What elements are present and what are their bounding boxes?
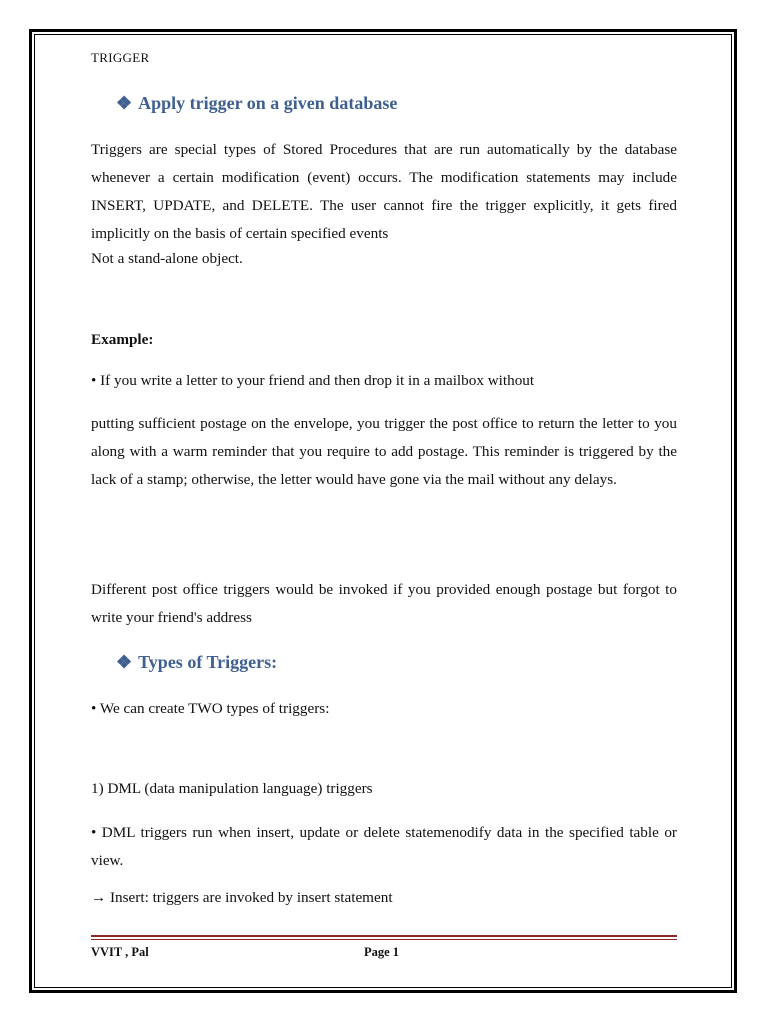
heading-text: Apply trigger on a given database [138,93,398,113]
section-heading-types [116,652,277,673]
example-label: Example: [91,331,154,348]
diamond-bullet-icon: ❖ [116,93,133,113]
types-intro: • We can create TWO types of triggers: [91,700,330,717]
heading-text: Types of Triggers: [138,652,278,672]
diamond-bullet-icon: ❖ [116,652,133,672]
section-heading-apply-trigger [116,93,397,114]
footer-left-text: VVIT , Pal [91,945,149,959]
footer-rule [91,939,677,940]
insert-line: → Insert: triggers are invoked by insert statement [91,889,393,906]
page-number: Page 1 [364,945,400,959]
intro-paragraph: Triggers are special types of Stored Procedures that are run automatically by the database whenever a certain modification (event) occurs. The modification statements may include INSERT, UPDATE, and DELETE. The user cannot fire the trigger explicitly, it gets fired implicitly on the basis of certain specified events [91,141,677,242]
footer-rule [91,935,677,937]
dml-item: 1) DML (data manipulation language) triggers [91,780,373,797]
example-continuation: putting sufficient postage on the envelope, you trigger the post office to return the letter to you along with a warm reminder that you require to add postage. This reminder is triggered by the lack of a stamp; otherwise, the letter would have gone via the mail without any delays. [91,415,677,488]
example-bullet-line: • If you write a letter to your friend and then drop it in a mailbox without [91,372,535,389]
dml-description: • DML triggers run when insert, update or delete statemenodify data in the specified table or view. [91,824,677,869]
example-followup: Different post office triggers would be invoked if you provided enough postage but forgot to write your friend's address [91,581,677,626]
intro-last-line: Not a stand-alone object. [91,250,243,267]
page-header: TRIGGER [91,50,150,65]
